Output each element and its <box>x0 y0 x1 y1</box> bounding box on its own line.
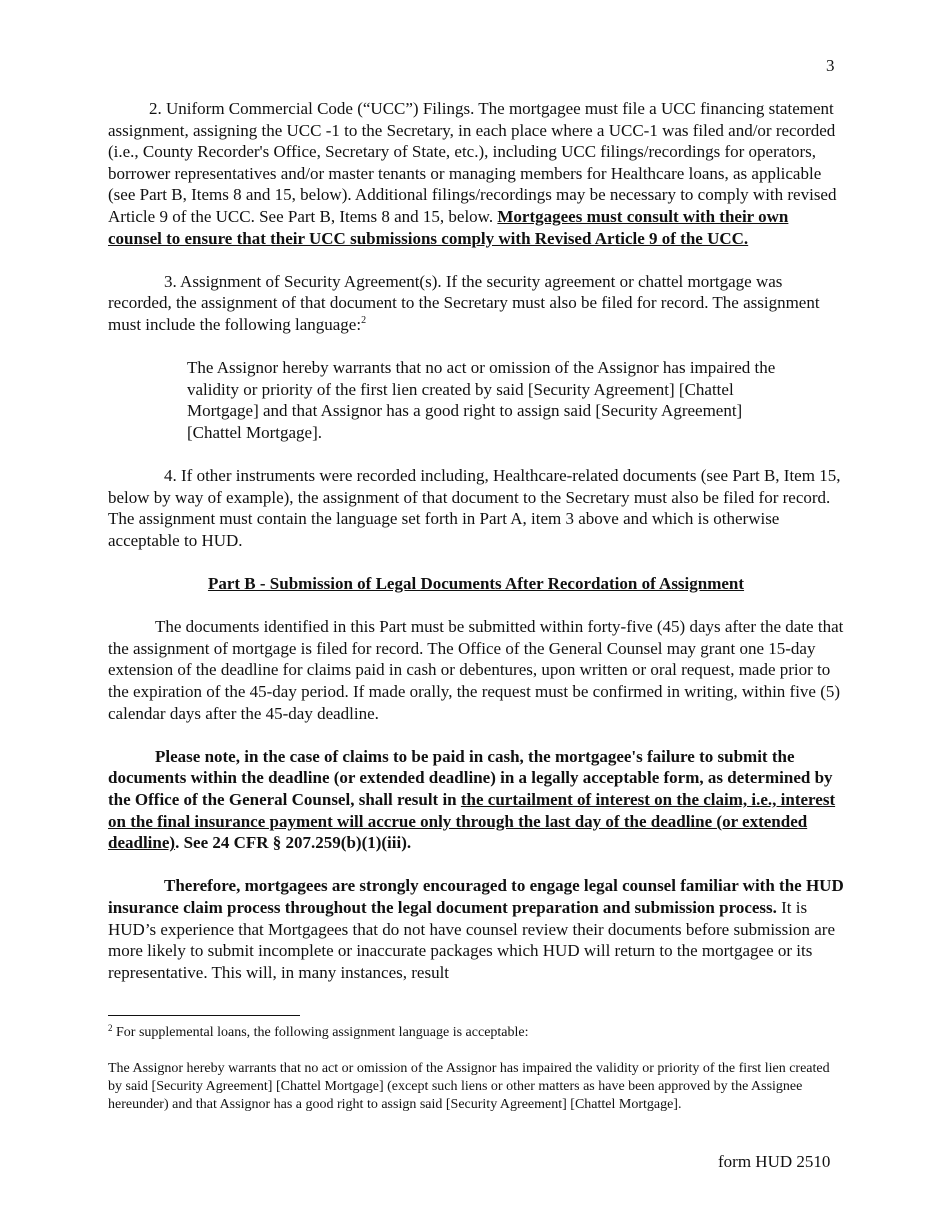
footnote-2-text: The Assignor hereby warrants that no act or omission of the Assignor has impaired the validity or priority of the first lien created by said [Security Agreement] [Chattel Mortgage] (except such liens or other matters as have been approved by the Assignee hereunder) and that Assignor has a good right to assign said [Security Agreement] [Chattel Mortgage]. <box>108 1061 830 1112</box>
assignment-language-quote: The Assignor hereby warrants that no act or omission of the Assignor has impaired the validity or priority of the first lien created by said [Security Agreement] [Chattel Mortgage] and that Assignor has a good right to assign said [Security Agreement] [Chattel Mortgage]. <box>187 358 776 442</box>
footnotes <box>108 1024 844 1132</box>
other-instruments-paragraph: 4. If other instruments were recorded including, Healthcare-related documents (see Part B, Item 15, below by way of example), the assignment of that document to the Secretary must also be filed for record. The assignment must contain the language set forth in Part A, item 3 above and which is otherwise acceptable to HUD. <box>108 466 841 550</box>
footnote-reference: 2 <box>361 314 367 326</box>
footnote-marker: 2 <box>108 1023 113 1033</box>
form-identifier: form HUD 2510 <box>718 1152 831 1171</box>
security-agreement-paragraph <box>108 271 844 336</box>
ucc-filings-paragraph <box>108 98 844 249</box>
ucc-counsel-warning: Mortgagees must consult with their own counsel to ensure that their UCC submissions comply with Revised Article 9 of the UCC. <box>108 206 789 248</box>
cash-claims-note-lead: Please note, in the case of claims to be paid in cash, the mortgagee's failure to submit the documents within the deadline (or extended deadline) in a legally acceptable form, as determined by the Office of the General Counsel, shall result in <box>108 746 833 809</box>
cfr-citation: . See 24 CFR § 207.259(b)(1)(iii). <box>175 833 412 853</box>
legal-counsel-recommendation: Therefore, mortgagees are strongly encouraged to engage legal counsel familiar with the HUD insurance claim process throughout the legal document preparation and submission process. <box>108 876 844 917</box>
legal-counsel-paragraph <box>108 875 844 983</box>
security-agreement-text: 3. Assignment of Security Agreement(s). If the security agreement or chattel mortgage was recorded, the assignment of that document to the Secretary must also be filed for record. The assignment must include the following language: <box>108 271 820 334</box>
footnote-2-intro <box>108 1024 844 1042</box>
legal-counsel-text: It is HUD’s experience that Mortgagees that do not have counsel review their documents before submission are more likely to submit incomplete or inaccurate packages which HUD will return to the mortgagee or its representative. This will, in many instances, result <box>108 897 835 982</box>
part-b-heading: Part B - Submission of Legal Documents After Recordation of Assignment <box>207 574 745 594</box>
footnote-intro-text: For supplemental loans, the following assignment language is acceptable: <box>112 1025 529 1040</box>
page-number: 3 <box>826 56 835 75</box>
ucc-filings-text: 2. Uniform Commercial Code (“UCC”) Filings. The mortgagee must file a UCC financing statement assignment, assigning the UCC -1 to the Secretary, in each place where a UCC-1 was filed and/or recorded (i.e., County Recorder's Office, Secretary of State, etc.), including UCC filings/recordings for operators, borrower representatives and/or master tenants or managing members for Healthcare loans, as applicable (see Part B, Items 8 and 15, below). Additional filings/recordings may be necessary to comply with revised Article 9 of the UCC. See Part B, Items 8 and 15, below. <box>108 99 837 226</box>
cash-claims-note <box>108 746 844 854</box>
document-body <box>108 98 844 1005</box>
part-b-intro-paragraph: The documents identified in this Part must be submitted within forty-five (45) days after the date that the assignment of mortgage is filed for record. The Office of the General Counsel may grant one 15-day extension of the deadline for claims paid in cash or debentures, upon written or oral request, made prior to the expiration of the 45-day period. If made orally, the request must be confirmed in writing, within five (5) calendar days after the 45-day deadline. <box>108 617 844 723</box>
curtailment-of-interest-text: the curtailment of interest on the claim, i.e., interest on the final insurance payment will accrue only through the last day of the deadline (or extended deadline) <box>108 790 836 853</box>
footnote-separator <box>108 1015 300 1016</box>
